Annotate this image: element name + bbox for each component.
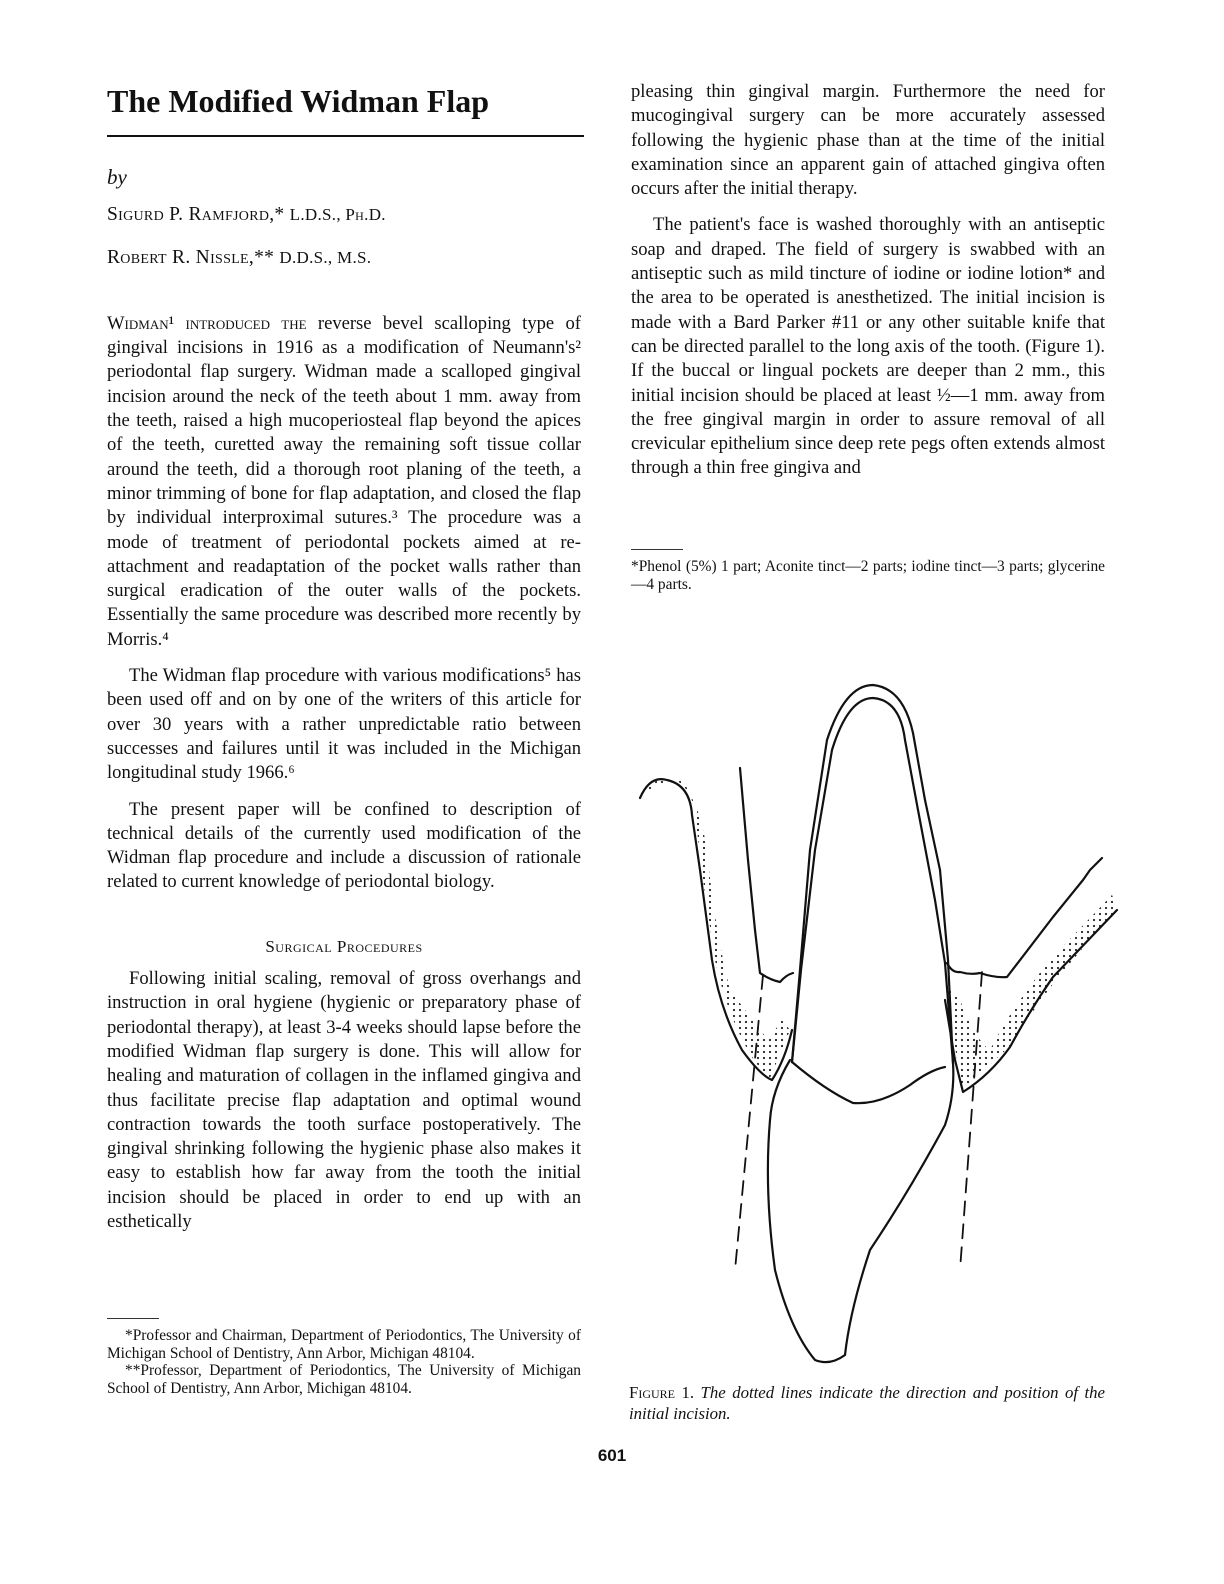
figure-tooth-diagram bbox=[600, 660, 1140, 1380]
caption-text: The dotted lines indicate the direction and position of the initial incision. bbox=[629, 1383, 1105, 1423]
title-rule bbox=[107, 135, 584, 137]
paragraph: The Widman flap procedure with various modifications⁵ has been used off and on by one of the writers of this article for over 30 years with a rather unpredictable ratio between successes and failures until it was included in the Michigan longitudinal study 1966.⁶ bbox=[107, 665, 581, 784]
root-inner-outline bbox=[792, 698, 953, 1063]
lead-in: Widman¹ introduced the bbox=[107, 312, 307, 334]
figure-label: Figure 1. bbox=[629, 1383, 695, 1402]
footnote-phenol bbox=[631, 549, 1105, 593]
author-name: Sigurd P. Ramfjord,* bbox=[107, 204, 285, 226]
author-1 bbox=[107, 203, 581, 227]
author-degrees: L.D.S., Ph.D. bbox=[289, 205, 386, 225]
footnote-author-1: *Professor and Chairman, Department of Periodontics, The University of Michigan School of Dentistry, Ann Arbor, Michigan 48104. bbox=[107, 1327, 581, 1362]
flap-left-line bbox=[740, 768, 793, 982]
flap-right-line bbox=[947, 858, 1102, 977]
root-outer-outline bbox=[792, 685, 953, 1063]
paragraph: The patient's face is washed thoroughly with an antiseptic soap and draped. The field of surgery is swabbed with an antiseptic such as mild tincture of iodine or iodine lotion* and the area to be operated is anesthetized. The initial incision is made with a Bard Parker #11 or any other suitable knife that can be directed parallel to the long axis of the tooth. (Figure 1). If the buccal or lingual pockets are deeper than 2 mm., this initial incision should be placed at least ½—1 mm. away from the free gingival margin in order to assure removal of all crevicular epithelium since deep rete pegs often extends almost through a thin free gingiva and bbox=[631, 214, 1105, 479]
footnote-text: *Phenol (5%) 1 part; Aconite tinct—2 parts; iodine tinct—3 parts; glycerine—4 parts. bbox=[631, 558, 1105, 593]
section-heading: Surgical Procedures bbox=[265, 936, 423, 956]
paragraph: pleasing thin gingival margin. Furthermore the need for mucogingival surgery can be more accurately assessed following the hygienic phase than at the time of the initial examination since an apparent gain of attached gingiva often occurs after the initial therapy. bbox=[631, 81, 1105, 200]
byline: by bbox=[107, 165, 127, 189]
crown-outline bbox=[768, 1060, 953, 1362]
author-2 bbox=[107, 246, 581, 270]
footnote-rule bbox=[107, 1318, 159, 1319]
article-title: The Modified Widman Flap bbox=[107, 83, 489, 119]
footnote-author-2: **Professor, Department of Periodontics, The University of Michigan School of Dentistry, Ann Arbor, Michigan 48104. bbox=[107, 1362, 581, 1397]
author-name: Robert R. Nissle,** bbox=[107, 246, 275, 268]
left-column bbox=[107, 80, 581, 1234]
footnotes-authors bbox=[107, 1318, 581, 1397]
paragraph-intro bbox=[107, 312, 581, 652]
page-number: 601 bbox=[597, 1446, 627, 1465]
paragraph: The present paper will be confined to description of technical details of the currently used modification of the Widman flap procedure and include a discussion of rationale related to current knowledge of periodontal biology. bbox=[107, 798, 581, 893]
figure-caption bbox=[629, 1382, 1105, 1424]
paragraph: Following initial scaling, removal of gross overhangs and instruction in oral hygiene (hygienic or preparatory phase of periodontal therapy), at least 3-4 weeks should lapse before the modified Widman flap surgery is done. This will allow for healing and maturation of collagen in the inflamed gingiva and thus facilitate precise flap adaptation and optimal wound contraction towards the tooth surface postoperatively. The gingival shrinking following the hygienic phase also makes it easy to establish how far away from the tooth the initial incision should be placed in order to end up with an esthetically bbox=[107, 968, 581, 1232]
stippled-gingiva-right bbox=[945, 895, 1117, 1090]
footnote-rule bbox=[631, 549, 683, 550]
cemento-enamel-junction bbox=[792, 1062, 945, 1103]
paragraph-text: reverse bevel scalloping type of gingival incisions in 1916 as a modification of Neumann's² periodontal flap surgery. Widman made a scalloped gingival incision around the neck of the teeth about 1 mm. away from the teeth, raised a high mucoperiosteal flap beyond the apices of the teeth, curetted away the remaining soft tissue collar around the teeth, did a thorough root planing of the teeth, a minor trimming of bone for flap adaptation, and closed the flap by individual interproximal sutures.³ The procedure was a mode of treatment of periodontal pockets aimed at reattachment and readaptation of the pocket walls rather than surgical eradication of the outer walls of the pockets. Essentially the same procedure was described more recently by Morris.⁴ bbox=[107, 312, 581, 650]
author-degrees: D.D.S., M.S. bbox=[279, 247, 372, 267]
stippled-gingiva-left bbox=[640, 778, 790, 1078]
right-column bbox=[631, 80, 1105, 481]
